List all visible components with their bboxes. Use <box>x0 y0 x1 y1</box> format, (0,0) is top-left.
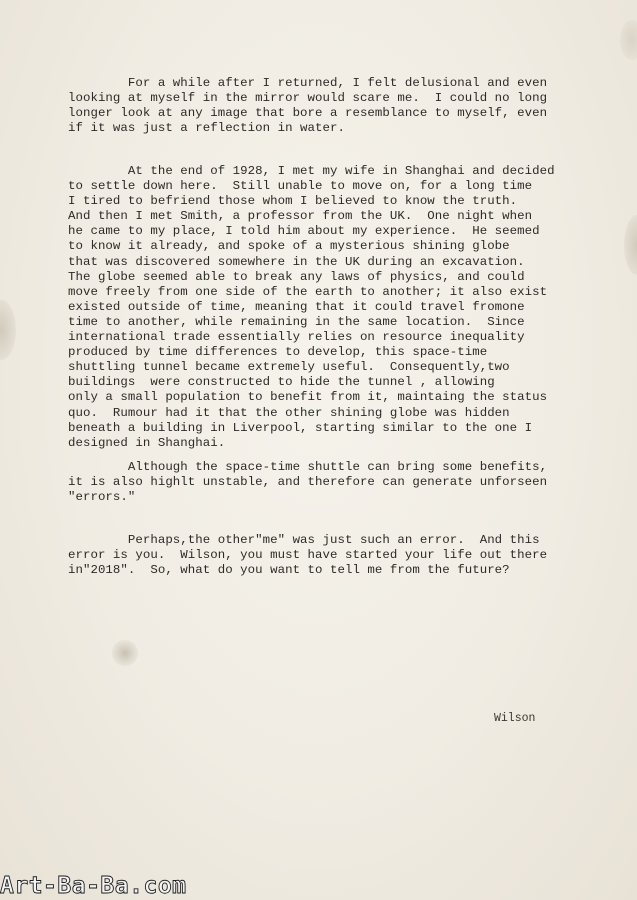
paper-stain <box>624 215 637 275</box>
letter-paragraph-3: Although the space-time shuttle can bring some benefits, it is also highlt unstable, and therefore can generate unforseen "errors." <box>68 460 548 505</box>
paper-stain <box>112 640 138 666</box>
paper-stain <box>0 300 16 360</box>
watermark-logo: Art-Ba-Ba.com <box>0 873 187 899</box>
letter-paragraph-1: For a while after I returned, I felt delusional and even looking at myself in the mirror would scare me. I could no long longer look at any image that bore a resemblance to myself, even if it was just a reflection in water. <box>68 76 548 136</box>
letter-paragraph-4: Perhaps,the other"me" was just such an error. And this error is you. Wilson, you must have started your life out there in"2018". So, what do you want to tell me from the future? <box>68 533 548 578</box>
letter-paragraph-2: At the end of 1928, I met my wife in Shanghai and decided to settle down here. Still unable to move on, for a long time I tired to befriend those whom I believed to know the truth. And then I met Smith, a professor from the UK. One night when he came to my place, I told him about my experience. He seemed to know it already, and spoke of a mysterious shining globe that was discovered somewhere in the UK during an excavation. The globe seemed able to break any laws of physics, and could move freely from one side of the earth to another; it also exist existed outside of time, meaning that it could travel fromone time to another, while remaining in the same location. Since international trade essentially relies on resource inequality produced by time differences to develop, this space-time shuttling tunnel became extremely useful. Consequently,two buildings were constructed to hide the tunnel , allowing only a small population to benefit from it, maintaing the status quo. Rumour had it that the other shining globe was hidden beneath a building in Liverpool, starting similar to the one I designed in Shanghai. <box>68 164 555 450</box>
paper-stain <box>620 20 637 60</box>
letter-signature: Wilson <box>494 712 536 725</box>
